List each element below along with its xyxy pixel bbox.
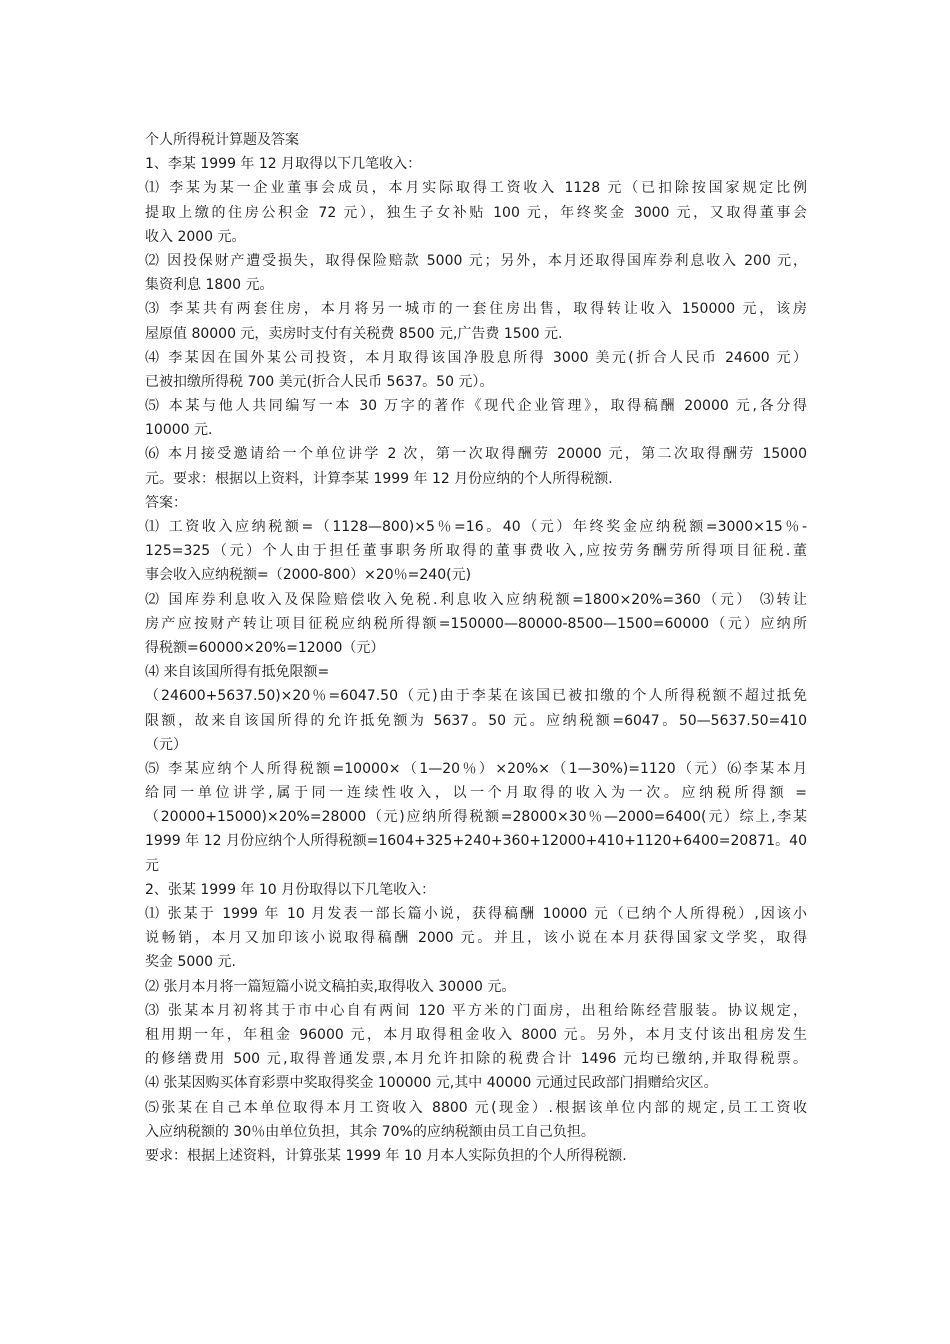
- text-line: 给同一单位讲学,属于同一连续性收入，以一个月取得的收入为一次。应纳税所得额 =: [145, 785, 807, 802]
- text-line: 已被扣缴所得税 700 美元(折合人民币 5637。50 元）。: [145, 373, 494, 390]
- document-title: 个人所得税计算题及答案: [145, 132, 299, 148]
- text-line: 1、李某 1999 年 12 月取得以下几笔收入：: [145, 156, 422, 173]
- text-line: 元: [145, 857, 159, 874]
- text-line: 答案：: [145, 494, 187, 511]
- text-line: 限额，故来自该国所得的允许抵免额为 5637。50 元。应纳税额=6047。50—5637.50=410: [145, 712, 807, 729]
- text-line: ⑶ 李某共有两套住房，本月将另一城市的一套住房出售，取得转让收入 150000 元，该房: [145, 301, 807, 318]
- text-line: ⑴ 工资收入应纳税额=（1128—800)×5％=16。40（元）年终奖金应纳税额=3000×15％-: [145, 519, 807, 535]
- text-line: ⑹ 本月接受邀请给一个单位讲学 2 次，第一次取得酬劳 20000 元，第二次取得酬劳 15000: [145, 446, 807, 463]
- text-line: 集资利息 1800 元。: [145, 277, 274, 294]
- text-line: 收入 2000 元。: [145, 228, 246, 245]
- text-line: 的修缮费用 500 元,取得普通发票,本月允许扣除的税费合计 1496 元均已缴纳,并取得税票。: [145, 1051, 807, 1068]
- text-line: ⑴ 李某为某一企业董事会成员，本月实际取得工资收入 1128 元（已扣除按国家规定比例: [145, 180, 807, 197]
- text-line: 租用期一年，年租金 96000 元，本月取得租金收入 8000 元。另外，本月支付该出租房发生: [145, 1026, 807, 1043]
- text-line: 2、张某 1999 年 10 月份取得以下几笔收入：: [145, 881, 436, 898]
- text-line: 元。要求：根据以上资料，计算李某 1999 年 12 月份应纳的个人所得税额.: [145, 470, 613, 487]
- text-line: （20000+15000)×20%=28000（元)应纳所得税额=28000×30％—2000=6400(元）综上,李某: [145, 809, 807, 826]
- text-line: 屋原值 80000 元，卖房时支付有关税费 8500 元,广告费 1500 元.: [145, 325, 563, 342]
- text-line: 房产应按财产转让项目征税应纳税所得额=150000—80000-8500—1500=60000（元）应纳所: [145, 615, 807, 632]
- text-line: 说畅销，本月又加印该小说取得稿酬 2000 元。并且，该小说在本月获得国家文学奖，取得: [145, 930, 807, 947]
- document-body: [145, 128, 807, 1168]
- text-line: 提取上缴的住房公积金 72 元），独生子女补贴 100 元，年终奖金 3000 元，又取得董事会: [145, 204, 807, 221]
- text-line: 要求：根据上述资料，计算张某 1999 年 10 月本人实际负担的个人所得税额.: [145, 1147, 627, 1164]
- text-line: ⑴ 张某于 1999 年 10 月发表一部长篇小说，获得稿酬 10000 元（已纳个人所得税）,因该小: [145, 906, 807, 922]
- text-line: ⑶ 张某本月初将其于市中心自有两间 120 平方米的门面房，出租给陈经营服装。协议规定，: [145, 1002, 807, 1019]
- text-line: 125=325（元）个人由于担任董事职务所取得的董事费收入,应按劳务酬劳所得项目征税.董: [145, 543, 807, 560]
- text-line: ⑸张某在自己本单位取得本月工资收入 8800 元(现金）.根据该单位内部的规定,员工工资收: [145, 1099, 807, 1116]
- text-line: ⑵ 因投保财产遭受损失，取得保险赔款 5000 元；另外，本月还取得国库券利息收入 200 元，: [145, 252, 807, 269]
- text-line: 奖金 5000 元.: [145, 954, 236, 971]
- text-line: （24600+5637.50)×20％=6047.50（元)由于李某在该国已被扣缴的个人所得税额不超过抵免: [145, 688, 807, 705]
- text-line: ⑵ 张月本月将一篇短篇小说文稿拍卖,取得收入 30000 元。: [145, 978, 516, 995]
- text-line: ⑵ 国库券利息收入及保险赔偿收入免税.利息收入应纳税额=1800×20%=360（元） ⑶转让: [145, 591, 807, 608]
- text-line: 10000 元.: [145, 422, 213, 439]
- text-line: 入应纳税额的 30％由单位负担，其余 70%的应纳税额由员工自己负担。: [145, 1123, 595, 1140]
- text-line: ⑷ 李某因在国外某公司投资，本月取得该国净股息所得 3000 美元(折合人民币 24600 元）: [145, 349, 807, 366]
- text-line: ⑷ 来自该国所得有抵免限额=: [145, 664, 330, 681]
- text-line: 1999 年 12 月份应纳个人所得税额=1604+325+240+360+12000+410+1120+6400=20871。40: [145, 833, 807, 850]
- text-line: ⑸ 本某与他人共同编写一本 30 万字的著作《现代企业管理》，取得稿酬 20000 元,各分得: [145, 398, 807, 415]
- text-line: 事会收入应纳税额=（2000-800）×20％=240(元): [145, 567, 472, 584]
- text-line: 得税额=60000×20%=12000（元）: [145, 639, 385, 656]
- text-line: ⑸ 李某应纳个人所得税额=10000×（1—20％）×20%×（1—30%)=1120（元）⑹李某本月: [145, 760, 807, 777]
- text-line: （元）: [145, 736, 187, 753]
- text-line: ⑷ 张某因购买体育彩票中奖取得奖金 100000 元,其中 40000 元通过民政部门捐赠给灾区。: [145, 1075, 718, 1092]
